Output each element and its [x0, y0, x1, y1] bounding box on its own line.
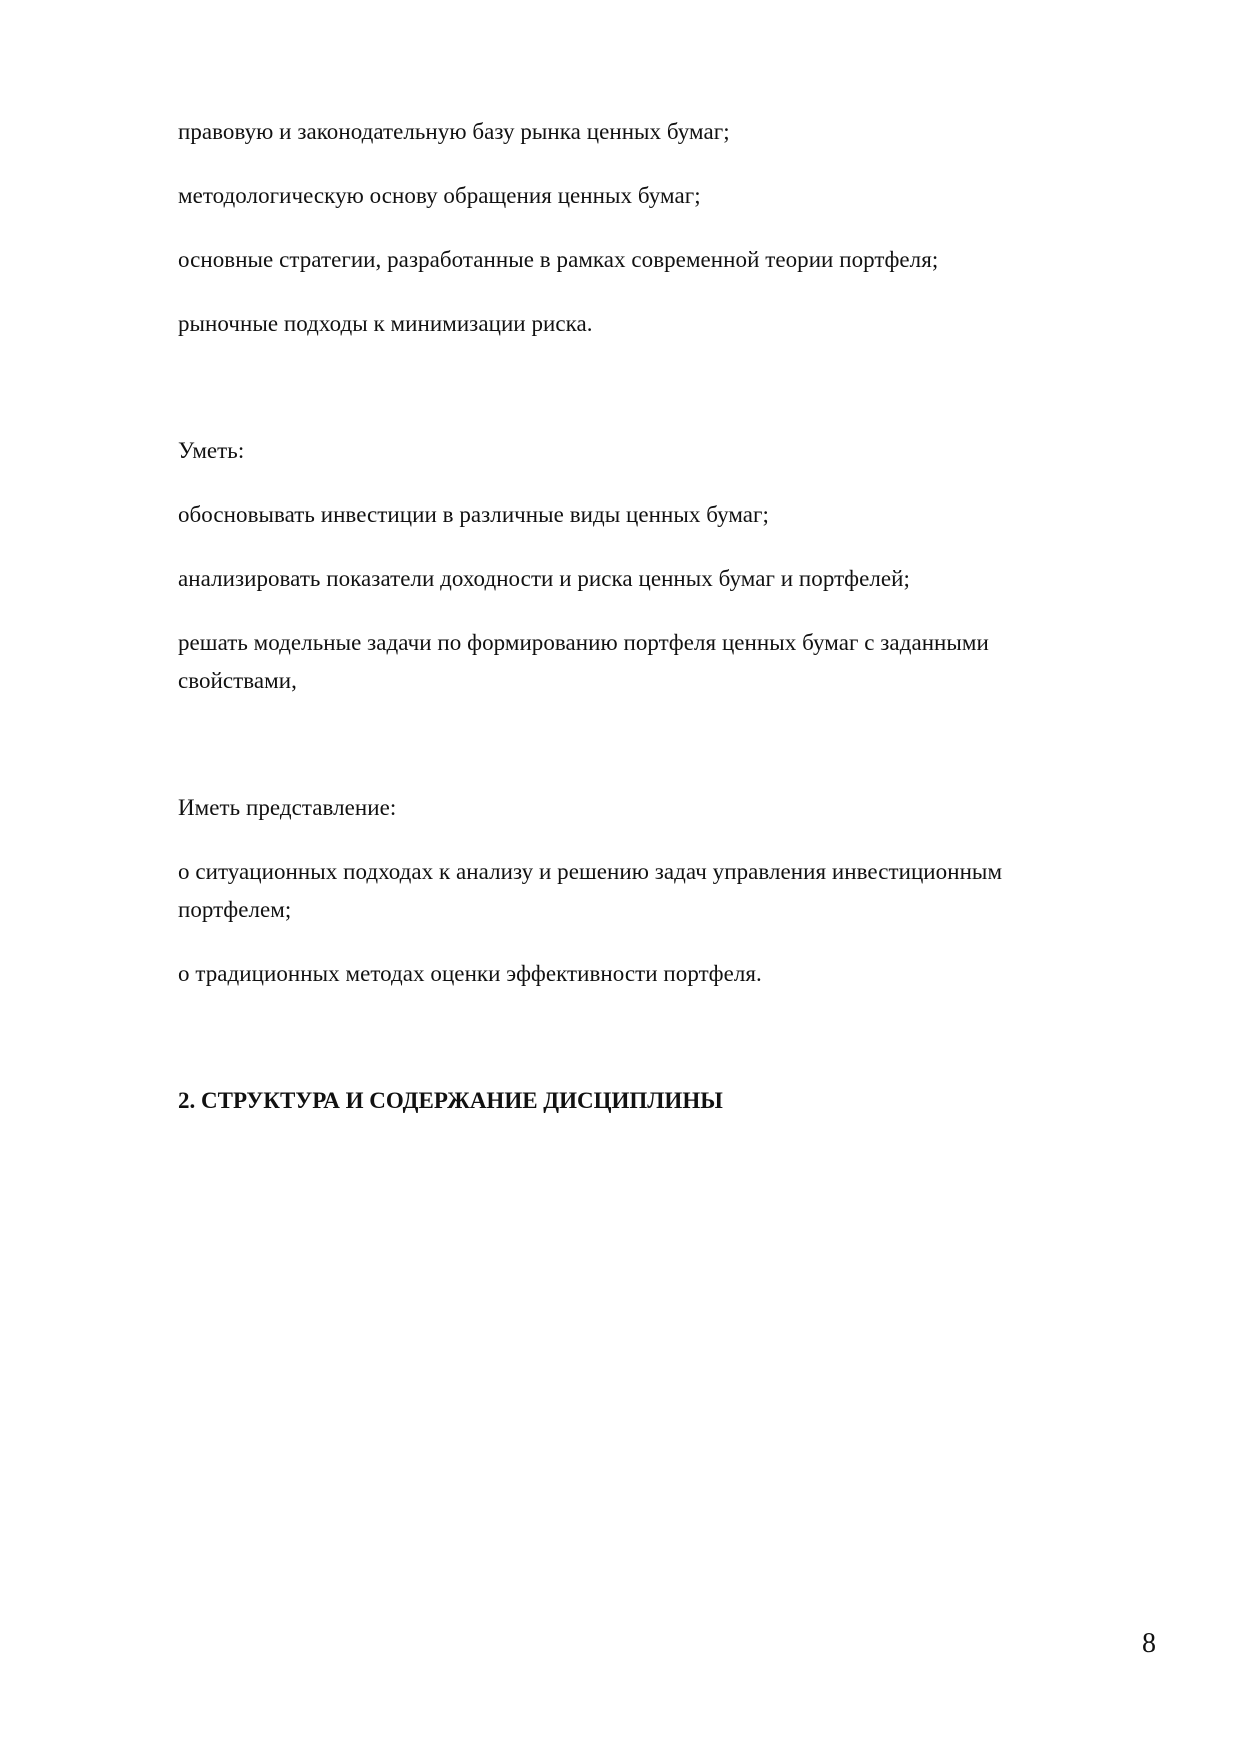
paragraph-know-2: методологическую основу обращения ценных бумаг; — [178, 183, 701, 208]
paragraph-idea-1: о ситуационных подходах к анализу и решению задач управления инвестиционным портфелем; — [178, 859, 1003, 922]
section-gap — [178, 1019, 1098, 1082]
section-gap — [178, 369, 1098, 432]
section-heading: 2. СТРУКТУРА И СОДЕРЖАНИЕ ДИСЦИПЛИНЫ — [178, 1088, 723, 1113]
idea-title: Иметь представление: — [178, 795, 397, 820]
paragraph-know-1: правовую и законодательную базу рынка ценных бумаг; — [178, 119, 730, 144]
section-gap — [178, 726, 1098, 789]
paragraph-idea-2: о традиционных методах оценки эффективности портфеля. — [178, 961, 762, 986]
paragraph-can-1: обосновывать инвестиции в различные виды ценных бумаг; — [178, 502, 769, 527]
paragraph-know-4: рыночные подходы к минимизации риска. — [178, 311, 593, 336]
paragraph-know-3: основные стратегии, разработанные в рамках современной теории портфеля; — [178, 247, 939, 272]
can-title: Уметь: — [178, 438, 245, 463]
paragraph-can-3: решать модельные задачи по формированию портфеля ценных бумаг с заданными свойствами, — [178, 630, 989, 693]
paragraph-can-2: анализировать показатели доходности и риска ценных бумаг и портфелей; — [178, 566, 910, 591]
page-number: 8 — [1142, 1628, 1156, 1659]
text-column — [178, 113, 1098, 1120]
